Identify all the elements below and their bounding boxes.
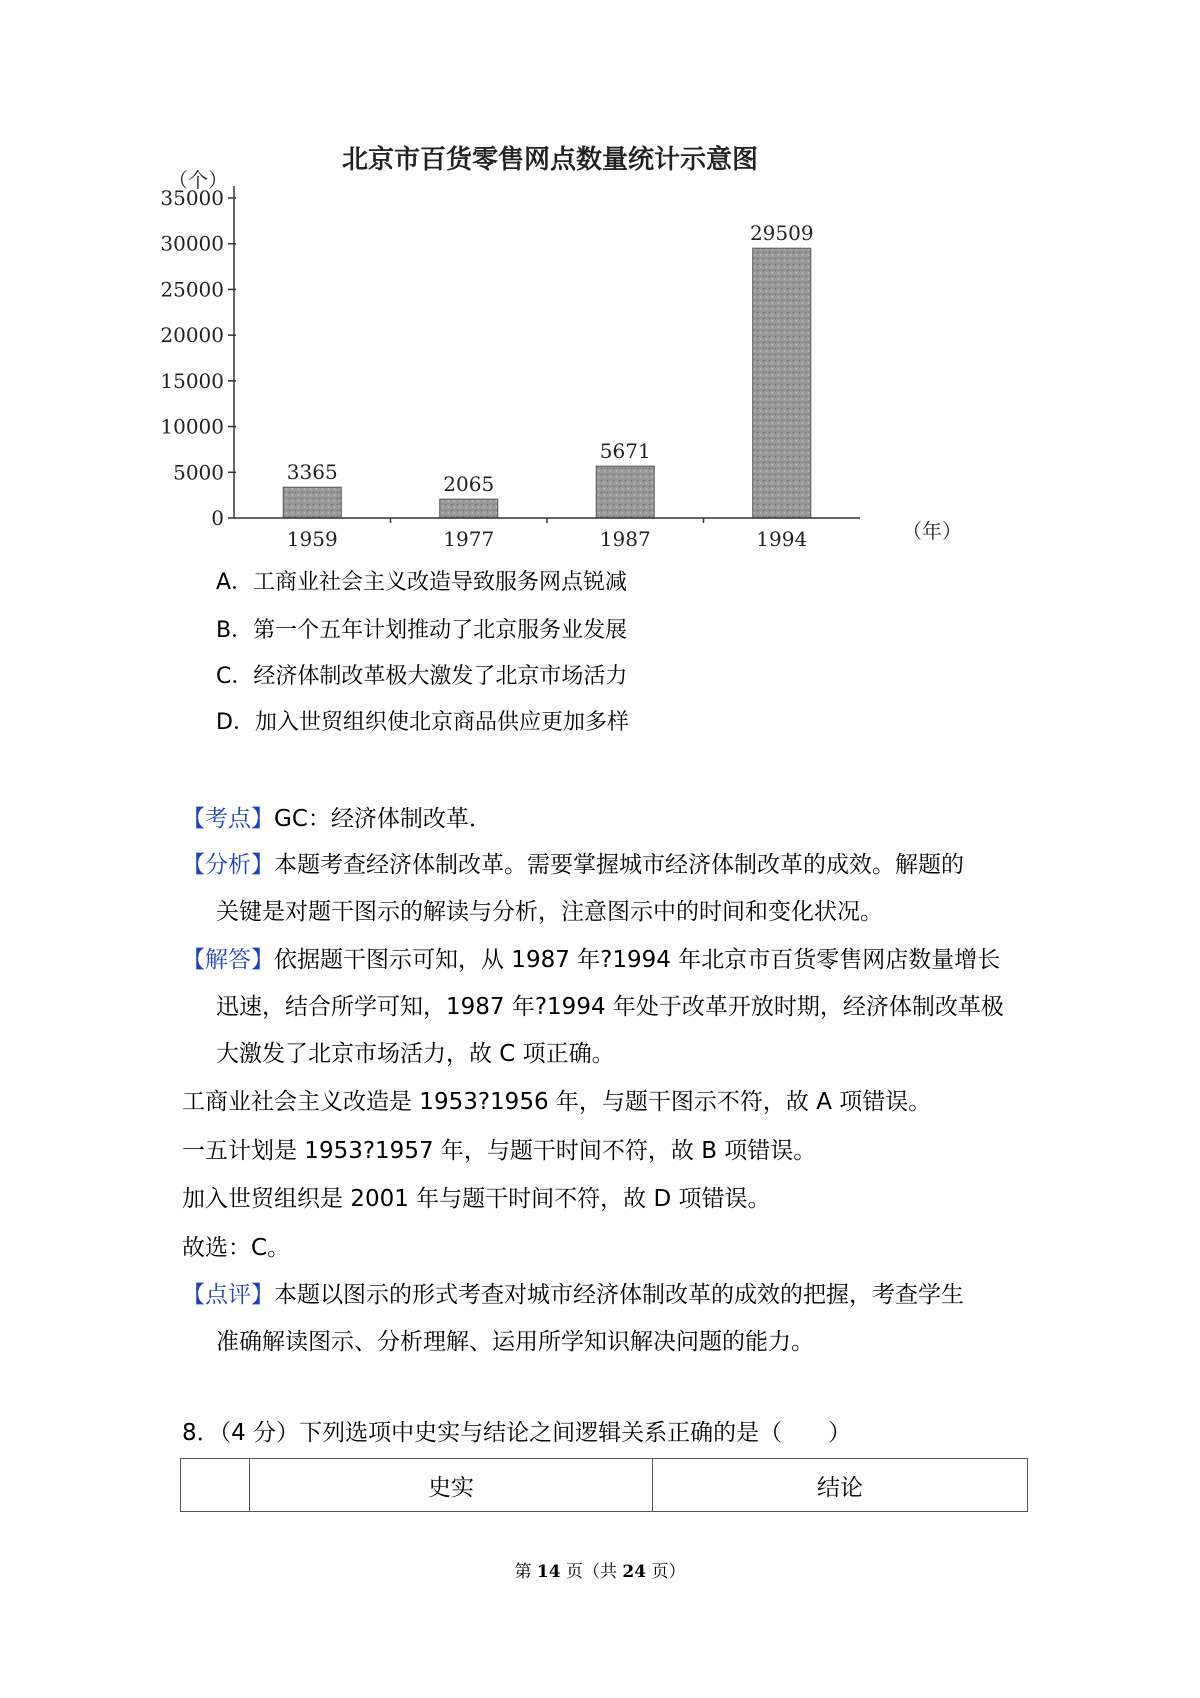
- jieda: [182, 937, 1042, 1078]
- value-label-1977: 2065: [443, 472, 495, 497]
- table-cell-empty: [181, 1459, 250, 1512]
- value-label-1994: 29509: [749, 221, 814, 246]
- explain-b: 一五计划是 1953?1957 年，与题干时间不符，故 B 项错误。: [182, 1138, 817, 1164]
- x-tick-label-1994: 1994: [756, 527, 808, 551]
- jieda-line-1: 依据题干图示可知，从 1987 年?1994 年北京市百货零售网店数量增长: [274, 947, 1001, 973]
- footer-page: 14: [536, 1562, 561, 1582]
- kaodian-text: GC：经济体制改革．: [274, 806, 492, 832]
- fenxi-line-1: 本题考查经济体制改革。需要掌握城市经济体制改革的成效。解题的: [274, 852, 964, 878]
- jieda-line-2: 迅速，结合所学可知，1987 年?1994 年处于改革开放时期，经济体制改革极: [216, 994, 1004, 1020]
- footer-prefix: 第: [514, 1562, 537, 1582]
- x-tick-label-1977: 1977: [443, 527, 495, 551]
- y-axis-label: （个）: [168, 168, 228, 192]
- option-c: C．经济体制改革极大激发了北京市场活力: [216, 664, 628, 689]
- fenxi-tag: 【分析】: [182, 852, 274, 878]
- y-tick-label: 0: [211, 506, 224, 530]
- fenxi-line-2: 关键是对题干图示的解读与分析，注意图示中的时间和变化状况。: [216, 899, 883, 925]
- fenxi: [182, 842, 1042, 936]
- bar-1994: [753, 248, 811, 518]
- y-tick-label: 35000: [160, 186, 224, 210]
- y-tick-label: 25000: [160, 277, 224, 302]
- dianping: [182, 1272, 1042, 1366]
- question-8: 8．（4 分）下列选项中史实与结论之间逻辑关系正确的是（ ）: [182, 1420, 852, 1446]
- bar-1977: [440, 499, 498, 518]
- kaodian: [182, 796, 1042, 843]
- explain-a: 工商业社会主义改造是 1953?1956 年，与题干图示不符，故 A 项错误。: [182, 1089, 932, 1115]
- y-tick-label: 20000: [160, 323, 224, 348]
- dianping-line-1: 本题以图示的形式考查对城市经济体制改革的成效的把握，考查学生: [274, 1282, 964, 1308]
- jieda-line-3: 大激发了北京市场活力，故 C 项正确。: [216, 1041, 615, 1067]
- value-label-1959: 3365: [286, 460, 338, 485]
- table-row: [181, 1459, 1028, 1512]
- kaodian-tag: 【考点】: [182, 806, 274, 832]
- option-a: A．工商业社会主义改造导致服务网点锐减: [216, 570, 628, 595]
- x-tick-label-1987: 1987: [599, 527, 651, 551]
- y-tick-label: 10000: [160, 414, 224, 439]
- table-header-jielun: 结论: [653, 1459, 1028, 1512]
- option-d: D．加入世贸组织使北京商品供应更加多样: [216, 710, 629, 735]
- option-b: B．第一个五年计划推动了北京服务业发展: [216, 618, 628, 643]
- x-axis-label: （年）: [902, 519, 962, 543]
- y-tick-label: 30000: [160, 231, 224, 256]
- dianping-line-2: 准确解读图示、分析理解、运用所学知识解决问题的能力。: [216, 1329, 814, 1355]
- explain-d: 加入世贸组织是 2001 年与题干时间不符，故 D 项错误。: [182, 1186, 771, 1212]
- dianping-tag: 【点评】: [182, 1282, 274, 1308]
- bar-chart: [150, 125, 962, 565]
- y-tick-label: 15000: [160, 368, 224, 393]
- bar-1959: [283, 487, 341, 518]
- page-footer: [0, 1557, 1200, 1582]
- footer-middle: 页（共: [560, 1562, 623, 1582]
- answer: 故选：C。: [182, 1235, 291, 1261]
- x-tick-label-1959: 1959: [286, 527, 338, 551]
- footer-total: 24: [622, 1562, 647, 1582]
- value-label-1987: 5671: [599, 439, 651, 464]
- table-header-shishi: 史实: [250, 1459, 653, 1512]
- footer-suffix: 页）: [646, 1562, 686, 1582]
- bar-1987: [596, 466, 654, 518]
- chart-title: 北京市百货零售网点数量统计示意图: [341, 145, 759, 175]
- y-tick-label: 5000: [173, 460, 224, 485]
- jieda-tag: 【解答】: [182, 947, 274, 973]
- question-8-table: [180, 1458, 1028, 1512]
